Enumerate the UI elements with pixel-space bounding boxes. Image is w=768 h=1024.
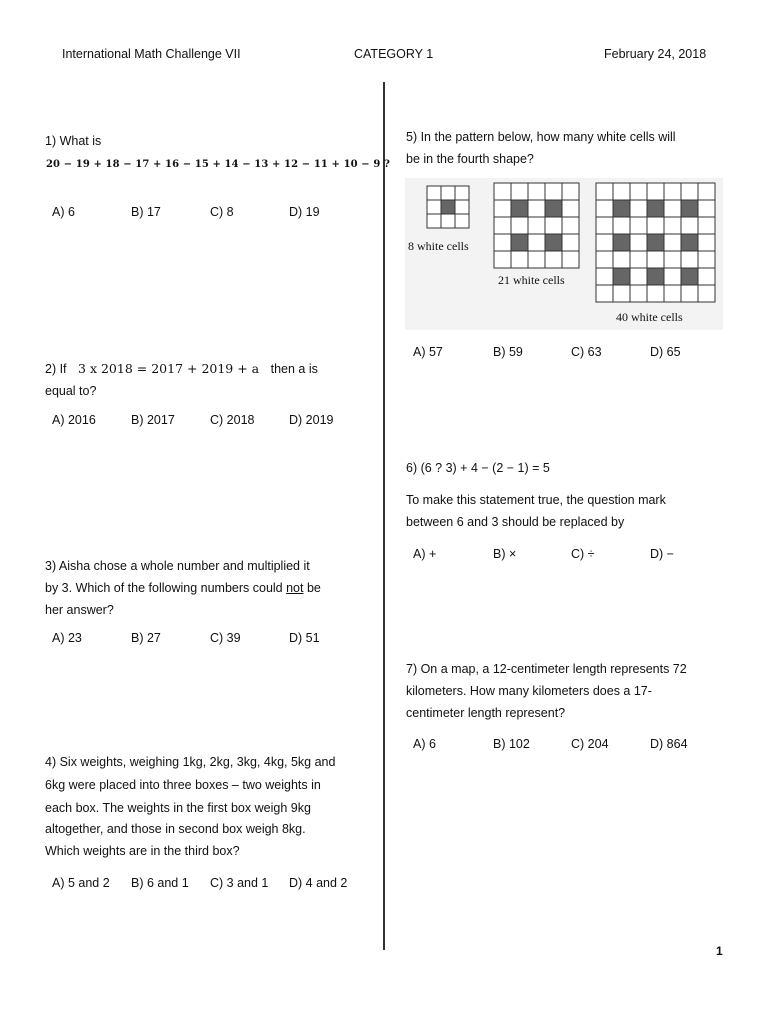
shape-2-shaded-cell <box>545 200 562 217</box>
shape-2-white-cell <box>562 251 579 268</box>
q4-line-1: 4) Six weights, weighing 1kg, 2kg, 3kg, 4kg, 5kg and <box>45 755 336 769</box>
q4-choice-b: B) 6 and 1 <box>131 876 189 890</box>
q1-choice-b: B) 17 <box>131 205 161 219</box>
shape-3-white-cell <box>681 251 698 268</box>
q3-choice-d: D) 51 <box>289 631 320 645</box>
q2-line-1 <box>45 358 318 380</box>
q7-line-3: centimeter length represent? <box>406 706 566 720</box>
q7-line-1: 7) On a map, a 12-centimeter length represents 72 <box>406 662 687 676</box>
q5-line-1: 5) In the pattern below, how many white cells will <box>406 130 676 144</box>
q2-choice-d: D) 2019 <box>289 413 334 427</box>
shape-2-white-cell <box>562 234 579 251</box>
shape-2-label: 21 white cells <box>498 273 565 287</box>
shape-2-white-cell <box>494 183 511 200</box>
q6-choice-a: A) + <box>413 547 437 561</box>
shape-3-white-cell <box>596 200 613 217</box>
shape-2-shaded-cell <box>545 234 562 251</box>
q4-choice-a: A) 5 and 2 <box>52 876 110 890</box>
page-number: 1 <box>716 944 723 958</box>
q3-underlined-word: not <box>286 581 304 595</box>
shape-3-white-cell <box>630 268 647 285</box>
q2-choice-b: B) 2017 <box>131 413 175 427</box>
shape-3-white-cell <box>681 285 698 302</box>
q6-equation: 6) (6 ? 3) + 4 − (2 − 1) = 5 <box>406 461 550 475</box>
q1-choice-a: A) 6 <box>52 205 75 219</box>
q3-line-1: 3) Aisha chose a whole number and multiplied it <box>45 559 310 573</box>
header-category: CATEGORY 1 <box>354 47 434 61</box>
shape-1-white-cell <box>455 186 469 200</box>
q7-choice-b: B) 102 <box>493 737 530 751</box>
shape-2-white-cell <box>494 234 511 251</box>
q6-line-2: between 6 and 3 should be replaced by <box>406 515 625 529</box>
shape-2-white-cell <box>528 200 545 217</box>
shape-3-white-cell <box>596 183 613 200</box>
header-title: International Math Challenge VII <box>62 47 241 61</box>
shape-1-white-cell <box>455 200 469 214</box>
shape-3-shaded-cell <box>647 234 664 251</box>
shape-1-white-cell <box>455 214 469 228</box>
shape-3-white-cell <box>647 285 664 302</box>
shape-3-white-cell <box>698 234 715 251</box>
q5-choice-a: A) 57 <box>413 345 443 359</box>
shape-3-white-cell <box>698 285 715 302</box>
shape-3-white-cell <box>613 285 630 302</box>
shape-3-white-cell <box>630 285 647 302</box>
q1-choice-d: D) 19 <box>289 205 320 219</box>
shape-2-white-cell <box>545 251 562 268</box>
shape-2-white-cell <box>511 217 528 234</box>
q5-choice-b: B) 59 <box>493 345 523 359</box>
q3-choice-c: C) 39 <box>210 631 241 645</box>
shape-2-white-cell <box>562 183 579 200</box>
shape-1-white-cell <box>427 214 441 228</box>
q4-line-2: 6kg were placed into three boxes – two weights in <box>45 778 321 792</box>
shape-3-grid <box>596 183 715 302</box>
q3-line-2-start: by 3. Which of the following numbers could <box>45 581 287 595</box>
q5-pattern-figure <box>405 178 723 330</box>
shape-3-white-cell <box>698 200 715 217</box>
column-divider <box>383 82 385 950</box>
q6-choice-d: D) − <box>650 547 674 561</box>
shape-1-grid <box>427 186 469 228</box>
shape-2-white-cell <box>545 183 562 200</box>
q5-choice-c: C) 63 <box>571 345 602 359</box>
q7-line-2: kilometers. How many kilometers does a 17- <box>406 684 652 698</box>
shape-3-white-cell <box>647 251 664 268</box>
shape-2-white-cell <box>511 251 528 268</box>
q7-choice-d: D) 864 <box>650 737 688 751</box>
shape-3-white-cell <box>630 200 647 217</box>
shape-3-shaded-cell <box>681 234 698 251</box>
q3-choice-a: A) 23 <box>52 631 82 645</box>
q2-math: 3 x 2018 = 2017 + 2019 + a <box>78 361 260 376</box>
q3-line-3: her answer? <box>45 603 114 617</box>
shape-1-label: 8 white cells <box>408 239 469 253</box>
shape-3-white-cell <box>630 251 647 268</box>
q2-line-2: equal to? <box>45 384 97 398</box>
shape-1-white-cell <box>427 200 441 214</box>
shape-3-white-cell <box>596 217 613 234</box>
shape-3-white-cell <box>681 217 698 234</box>
q7-choice-c: C) 204 <box>571 737 609 751</box>
shape-3-white-cell <box>698 251 715 268</box>
q4-line-4: altogether, and those in second box weigh 8kg. <box>45 822 306 836</box>
shape-3-white-cell <box>596 251 613 268</box>
shape-3-white-cell <box>647 183 664 200</box>
shape-3-white-cell <box>596 268 613 285</box>
shape-2-white-cell <box>562 217 579 234</box>
shape-3-white-cell <box>698 217 715 234</box>
shape-3-white-cell <box>613 251 630 268</box>
shape-2-white-cell <box>528 217 545 234</box>
q3-line-2 <box>45 577 321 599</box>
shape-3-white-cell <box>698 268 715 285</box>
shape-2-white-cell <box>494 251 511 268</box>
q4-choice-d: D) 4 and 2 <box>289 876 348 890</box>
shape-3-white-cell <box>613 183 630 200</box>
shape-2-white-cell <box>528 183 545 200</box>
shape-3-white-cell <box>664 183 681 200</box>
shape-2-white-cell <box>528 234 545 251</box>
q5-line-2: be in the fourth shape? <box>406 152 534 166</box>
shape-3-white-cell <box>664 268 681 285</box>
shape-3-shaded-cell <box>647 268 664 285</box>
shape-1-white-cell <box>441 186 455 200</box>
shape-2-white-cell <box>511 183 528 200</box>
shape-2-shaded-cell <box>511 234 528 251</box>
q3-line-2-end: be <box>303 581 321 595</box>
q1-expression: 20 − 19 + 18 − 17 + 16 − 15 + 14 − 13 + 12 − 11 + 10 − 9 ? <box>46 159 390 170</box>
shape-3-white-cell <box>613 217 630 234</box>
shape-3-white-cell <box>630 183 647 200</box>
shape-2-white-cell <box>562 200 579 217</box>
q7-choice-a: A) 6 <box>413 737 436 751</box>
header-date: February 24, 2018 <box>604 47 707 61</box>
q2-suffix: then a is <box>270 362 318 376</box>
q4-line-5: Which weights are in the third box? <box>45 844 240 858</box>
q6-choice-c: C) ÷ <box>571 547 595 561</box>
shape-3-shaded-cell <box>613 234 630 251</box>
shape-3-shaded-cell <box>647 200 664 217</box>
shape-1-white-cell <box>427 186 441 200</box>
shape-3-white-cell <box>596 285 613 302</box>
shape-3-white-cell <box>630 217 647 234</box>
shape-3-white-cell <box>681 183 698 200</box>
pattern-grids <box>405 178 723 330</box>
shape-3-white-cell <box>664 251 681 268</box>
shape-3-label: 40 white cells <box>616 310 683 324</box>
shape-3-white-cell <box>698 183 715 200</box>
shape-3-white-cell <box>664 234 681 251</box>
q2-choice-a: A) 2016 <box>52 413 96 427</box>
q6-choice-b: B) × <box>493 547 517 561</box>
shape-3-white-cell <box>647 217 664 234</box>
shape-3-shaded-cell <box>681 268 698 285</box>
shape-2-shaded-cell <box>511 200 528 217</box>
shape-2-white-cell <box>494 217 511 234</box>
shape-3-shaded-cell <box>613 268 630 285</box>
shape-3-white-cell <box>664 200 681 217</box>
shape-2-white-cell <box>494 200 511 217</box>
q1-choice-c: C) 8 <box>210 205 234 219</box>
shape-3-white-cell <box>664 285 681 302</box>
q4-choice-c: C) 3 and 1 <box>210 876 269 890</box>
shape-2-white-cell <box>528 251 545 268</box>
shape-2-grid <box>494 183 579 268</box>
shape-1-white-cell <box>441 214 455 228</box>
shape-3-shaded-cell <box>613 200 630 217</box>
q2-choice-c: C) 2018 <box>210 413 255 427</box>
q2-prefix: 2) If <box>45 362 67 376</box>
q5-choice-d: D) 65 <box>650 345 681 359</box>
q1-prompt: 1) What is <box>45 134 102 148</box>
q4-line-3: each box. The weights in the first box weigh 9kg <box>45 801 311 815</box>
shape-3-white-cell <box>630 234 647 251</box>
shape-3-shaded-cell <box>681 200 698 217</box>
shape-3-white-cell <box>664 217 681 234</box>
shape-1-shaded-cell <box>441 200 455 214</box>
shape-3-white-cell <box>596 234 613 251</box>
shape-2-white-cell <box>545 217 562 234</box>
q6-line-1: To make this statement true, the question mark <box>406 493 666 507</box>
q3-choice-b: B) 27 <box>131 631 161 645</box>
